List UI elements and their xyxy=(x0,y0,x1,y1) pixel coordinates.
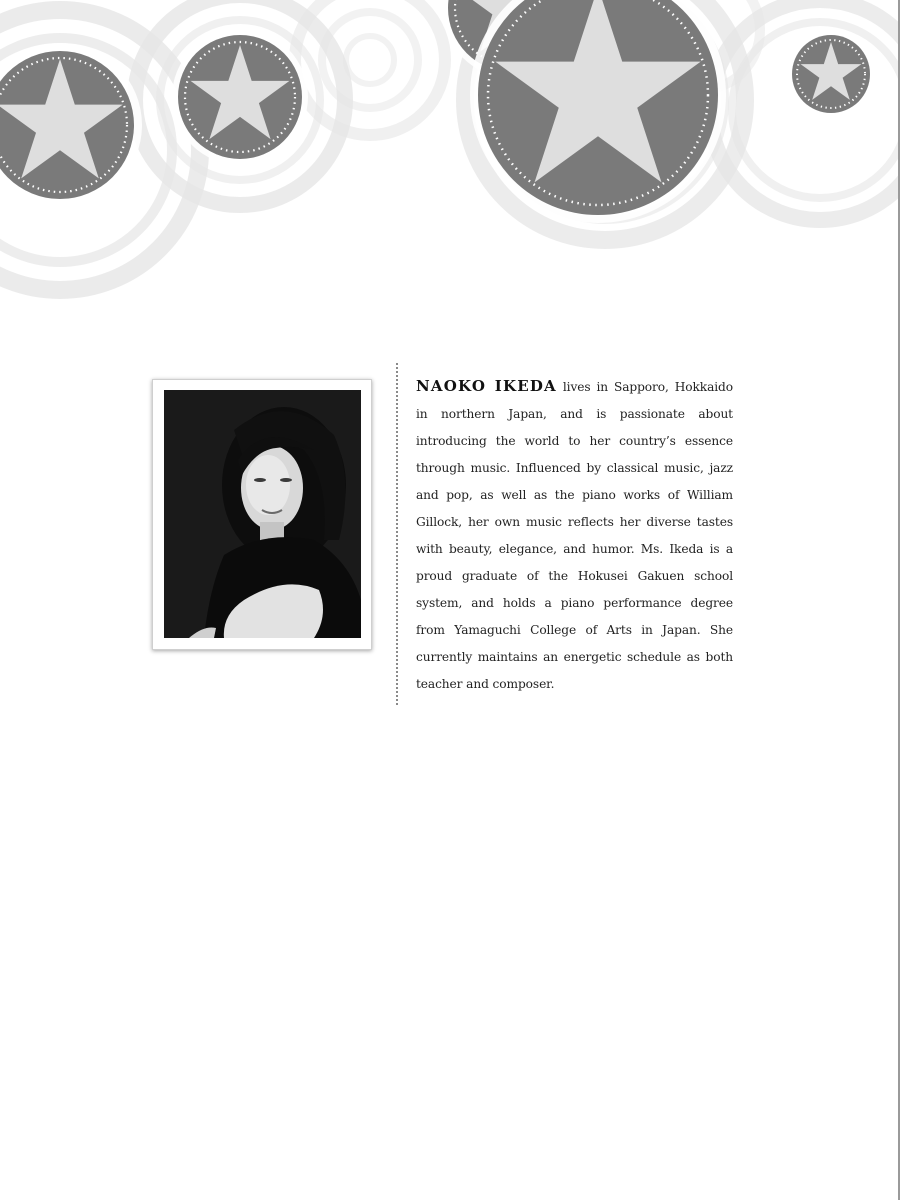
star-badge-medium xyxy=(172,29,308,165)
star-circles-header-art xyxy=(0,0,900,300)
bio-text: lives in Sapporo, Hokkaido in northern Japan, and is passionate about introducing the world to her country’s essence through music. Influenced by classical music, jazz and pop, as well as the piano works of William Gillock, her own music reflects her diverse tastes with beauty, elegance, and humor. Ms. Ikeda is a proud graduate of the Hokusei Gakuen school system, and holds a piano performance degree from Yamaguchi College of Arts in Japan. She currently maintains an energetic schedule as both teacher and composer. xyxy=(416,380,733,691)
star-badge-right xyxy=(787,30,875,118)
dotted-divider xyxy=(396,363,398,705)
author-bio xyxy=(416,373,733,698)
star-badge-left xyxy=(0,43,142,207)
author-photo-frame xyxy=(152,379,372,650)
author-name: NAOKO IKEDA xyxy=(416,377,557,395)
author-portrait-photo xyxy=(164,390,361,638)
